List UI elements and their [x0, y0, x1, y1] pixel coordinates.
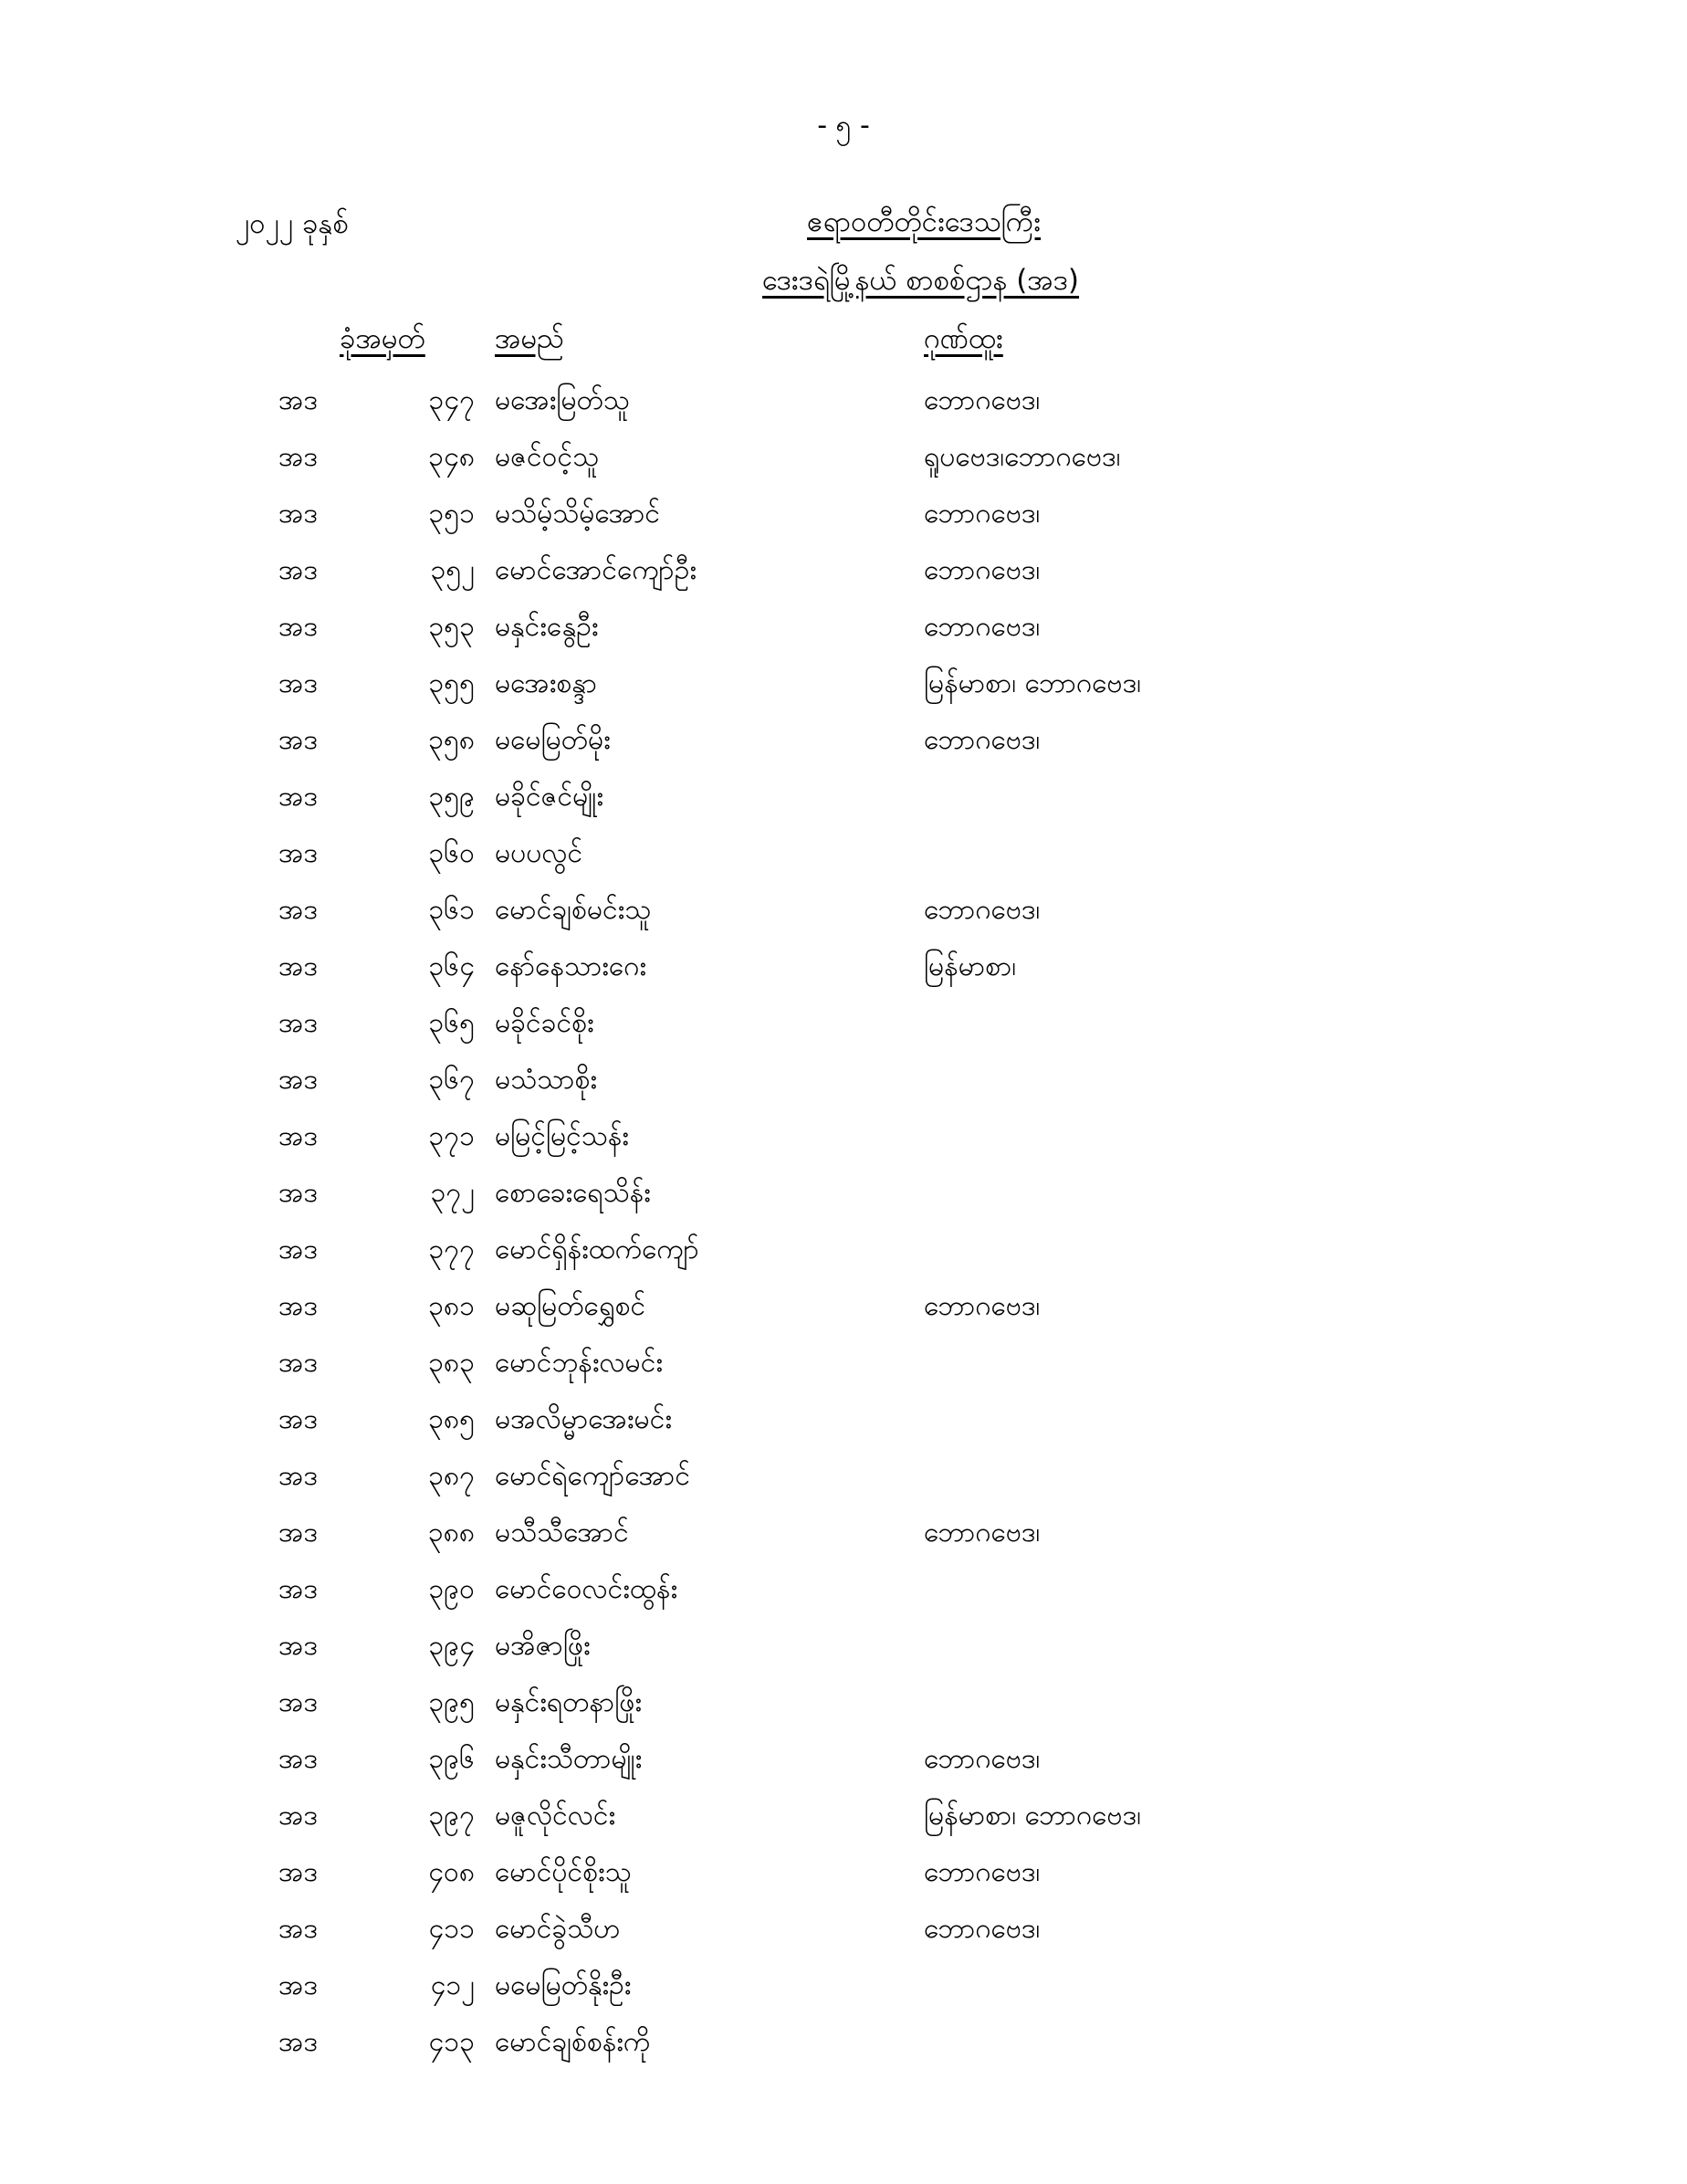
- center-code: အဒ: [278, 384, 319, 416]
- center-code: အဒ: [278, 667, 319, 699]
- roll-number: ၃၆၀: [428, 837, 475, 869]
- roll-number: ၃၉၀: [428, 1573, 475, 1605]
- student-name: မောင်ဝေလင်းထွန်း: [495, 1573, 678, 1605]
- student-name: မဇင်ဝင့်သူ: [495, 441, 600, 473]
- distinction-subjects: ဘောဂဗေဒ၊: [924, 724, 1041, 756]
- center-code: အဒ: [278, 1007, 319, 1039]
- roll-number: ၃၉၄: [428, 1630, 475, 1662]
- list-item: [0, 1337, 1687, 1393]
- distinction-subjects: မြန်မာစာ၊: [924, 950, 1017, 982]
- list-item: [0, 997, 1687, 1054]
- list-item: [0, 1223, 1687, 1280]
- center-code: အဒ: [278, 1460, 319, 1492]
- distinction-subjects: ဘောဂဗေဒ၊: [924, 611, 1041, 643]
- list-item: [0, 1903, 1687, 1959]
- distinction-subjects: ဘောဂဗေဒ၊: [924, 1856, 1041, 1888]
- list-item: [0, 431, 1687, 488]
- center-code: အဒ: [278, 554, 319, 586]
- roll-number: ၃၆၁: [428, 894, 475, 926]
- distinction-subjects: ဘောဂဗေဒ၊: [924, 1743, 1041, 1775]
- student-name: မမေမြတ်နိုးဦး: [495, 1969, 632, 2001]
- results-list: [0, 374, 1687, 2073]
- roll-number: ၃၅၅: [428, 667, 475, 699]
- column-header-name: အမည်: [495, 322, 565, 355]
- student-name: မောင်ရှိန်းထက်ကျော်: [495, 1234, 699, 1265]
- roll-number: ၄၀၈: [428, 1856, 475, 1888]
- student-name: မဆုမြတ်ရွှေစင်: [495, 1290, 646, 1322]
- distinction-subjects: မြန်မာစာ၊ ဘောဂဗေဒ၊: [924, 1800, 1141, 1832]
- student-name: မဇူလိုင်လင်း: [495, 1800, 616, 1832]
- list-item: [0, 1110, 1687, 1167]
- distinction-subjects: ဘောဂဗေဒ၊: [924, 1913, 1041, 1945]
- student-name: နော်နေသားဂေး: [495, 950, 646, 982]
- roll-number: ၃၄၈: [428, 441, 475, 473]
- distinction-subjects: မြန်မာစာ၊ ဘောဂဗေဒ၊: [924, 667, 1141, 699]
- roll-number: ၃၇၂: [430, 1177, 475, 1209]
- distinction-subjects: ဘောဂဗေဒ၊: [924, 894, 1041, 926]
- center-code: အဒ: [278, 1573, 319, 1605]
- center-code: အဒ: [278, 781, 319, 813]
- exam-center-title: ဒေးဒရဲမြို့နယ် စာစစ်ဌာန (အဒ): [762, 264, 1080, 297]
- list-item: [0, 601, 1687, 657]
- student-name: မအေးမြတ်သူ: [495, 384, 630, 416]
- student-name: မနှင်းရတနာဖြိုး: [495, 1686, 642, 1718]
- list-item: [0, 884, 1687, 940]
- column-header-roll-number: ခုံအမှတ်: [340, 322, 425, 355]
- center-code: အဒ: [278, 950, 319, 982]
- student-name: မခိုင်ဇင်မျိုး: [495, 781, 603, 813]
- student-name: မောင်ဘုန်းလမင်း: [495, 1347, 663, 1379]
- list-item: [0, 827, 1687, 884]
- roll-number: ၃၆၅: [428, 1007, 475, 1039]
- center-code: အဒ: [278, 611, 319, 643]
- list-item: [0, 771, 1687, 827]
- roll-number: ၄၁၁: [428, 1913, 475, 1945]
- center-code: အဒ: [278, 837, 319, 869]
- roll-number: ၃၈၁: [428, 1290, 475, 1322]
- student-name: မနှင်းနွေဦး: [495, 611, 599, 643]
- roll-number: ၃၈၃: [428, 1347, 475, 1379]
- student-name: မနှင်းသီတာမျိုး: [495, 1743, 643, 1775]
- student-name: မပပလွင်: [495, 837, 583, 869]
- distinction-subjects: ဘောဂဗေဒ၊: [924, 1290, 1041, 1322]
- center-code: အဒ: [278, 1630, 319, 1662]
- list-item: [0, 1450, 1687, 1507]
- page-number: - ၅ -: [817, 110, 870, 142]
- list-item: [0, 1393, 1687, 1450]
- list-item: [0, 1167, 1687, 1223]
- student-name: မသိမ့်သိမ့်အောင်: [495, 498, 661, 530]
- center-code: အဒ: [278, 1743, 319, 1775]
- roll-number: ၃၅၃: [428, 611, 475, 643]
- student-name: မောင်ချစ်မင်းသူ: [495, 894, 652, 926]
- roll-number: ၃၈၈: [427, 1517, 475, 1549]
- student-name: မခိုင်ခင်စိုး: [495, 1007, 594, 1039]
- roll-number: ၃၈၅: [428, 1403, 475, 1435]
- center-code: အဒ: [278, 1686, 319, 1718]
- list-item: [0, 1846, 1687, 1903]
- list-item: [0, 374, 1687, 431]
- center-code: အဒ: [278, 1913, 319, 1945]
- student-name: မောင်ခွဲသီဟ: [495, 1913, 621, 1945]
- roll-number: ၃၆၄: [428, 950, 475, 982]
- student-name: မမြင့်မြင့်သန်း: [495, 1120, 629, 1152]
- distinction-subjects: ရူပဗေဒ၊ဘောဂဗေဒ၊: [924, 441, 1121, 473]
- roll-number: ၃၈၇: [428, 1460, 475, 1492]
- center-code: အဒ: [278, 441, 319, 473]
- distinction-subjects: ဘောဂဗေဒ၊: [924, 498, 1041, 530]
- column-header-distinction: ဂုဏ်ထူး: [924, 322, 1003, 355]
- center-code: အဒ: [278, 1177, 319, 1209]
- center-code: အဒ: [278, 1290, 319, 1322]
- list-item: [0, 1054, 1687, 1110]
- list-item: [0, 940, 1687, 997]
- roll-number: ၃၅၁: [428, 498, 475, 530]
- roll-number: ၃၅၉: [428, 781, 475, 813]
- list-item: [0, 488, 1687, 544]
- center-code: အဒ: [278, 1120, 319, 1152]
- roll-number: ၃၅၈: [428, 724, 475, 756]
- exam-year: ၂၀၂၂ ခုနှစ်: [236, 207, 349, 240]
- center-code: အဒ: [278, 498, 319, 530]
- student-name: မောင်ပိုင်စိုးသူ: [495, 1856, 632, 1888]
- region-title: ဧရာဝတီတိုင်းဒေသကြီး: [807, 205, 1041, 238]
- distinction-subjects: ဘောဂဗေဒ၊: [924, 554, 1041, 586]
- center-code: အဒ: [278, 1403, 319, 1435]
- center-code: အဒ: [278, 724, 319, 756]
- student-name: မောင်ရဲကျော်အောင်: [495, 1460, 690, 1492]
- center-code: အဒ: [278, 1064, 319, 1096]
- center-code: အဒ: [278, 1969, 319, 2001]
- student-name: မောင်အောင်ကျော်ဦး: [495, 554, 697, 586]
- student-name: မောင်ချစ်စန်းကို: [495, 2026, 651, 2058]
- list-item: [0, 1507, 1687, 1563]
- roll-number: ၄၁၃: [428, 2026, 475, 2058]
- list-item: [0, 657, 1687, 714]
- roll-number: ၃၆၇: [428, 1064, 475, 1096]
- list-item: [0, 1733, 1687, 1790]
- student-name: မအေးစန္ဒာ: [495, 667, 598, 699]
- center-code: အဒ: [278, 1800, 319, 1832]
- list-item: [0, 714, 1687, 771]
- list-item: [0, 1790, 1687, 1846]
- roll-number: ၄၁၂: [430, 1969, 475, 2001]
- roll-number: ၃၉၇: [428, 1800, 475, 1832]
- list-item: [0, 544, 1687, 601]
- distinction-subjects: ဘောဂဗေဒ၊: [924, 1517, 1041, 1549]
- roll-number: ၃၅၂: [430, 554, 475, 586]
- center-code: အဒ: [278, 2026, 319, 2058]
- center-code: အဒ: [278, 1347, 319, 1379]
- center-code: အဒ: [278, 1517, 319, 1549]
- center-code: အဒ: [278, 1856, 319, 1888]
- list-item: [0, 2016, 1687, 2073]
- list-item: [0, 1620, 1687, 1676]
- list-item: [0, 1280, 1687, 1337]
- roll-number: ၃၇၇: [428, 1234, 475, 1265]
- student-name: မအလိမ္မာအေးမင်း: [495, 1403, 672, 1435]
- list-item: [0, 1959, 1687, 2016]
- student-name: စောခေးရေသိန်း: [495, 1177, 651, 1209]
- center-code: အဒ: [278, 894, 319, 926]
- list-item: [0, 1563, 1687, 1620]
- student-name: မအိဇာဖြိုး: [495, 1630, 591, 1662]
- center-code: အဒ: [278, 1234, 319, 1265]
- list-item: [0, 1676, 1687, 1733]
- student-name: မသီသီအောင်: [495, 1517, 629, 1549]
- roll-number: ၃၉၅: [428, 1686, 475, 1718]
- roll-number: ၃၉၆: [428, 1743, 475, 1775]
- student-name: မမေမြတ်မိုး: [495, 724, 611, 756]
- roll-number: ၃၄၇: [428, 384, 475, 416]
- distinction-subjects: ဘောဂဗေဒ၊: [924, 384, 1041, 416]
- roll-number: ၃၇၁: [428, 1120, 475, 1152]
- student-name: မသံသာစိုး: [495, 1064, 597, 1096]
